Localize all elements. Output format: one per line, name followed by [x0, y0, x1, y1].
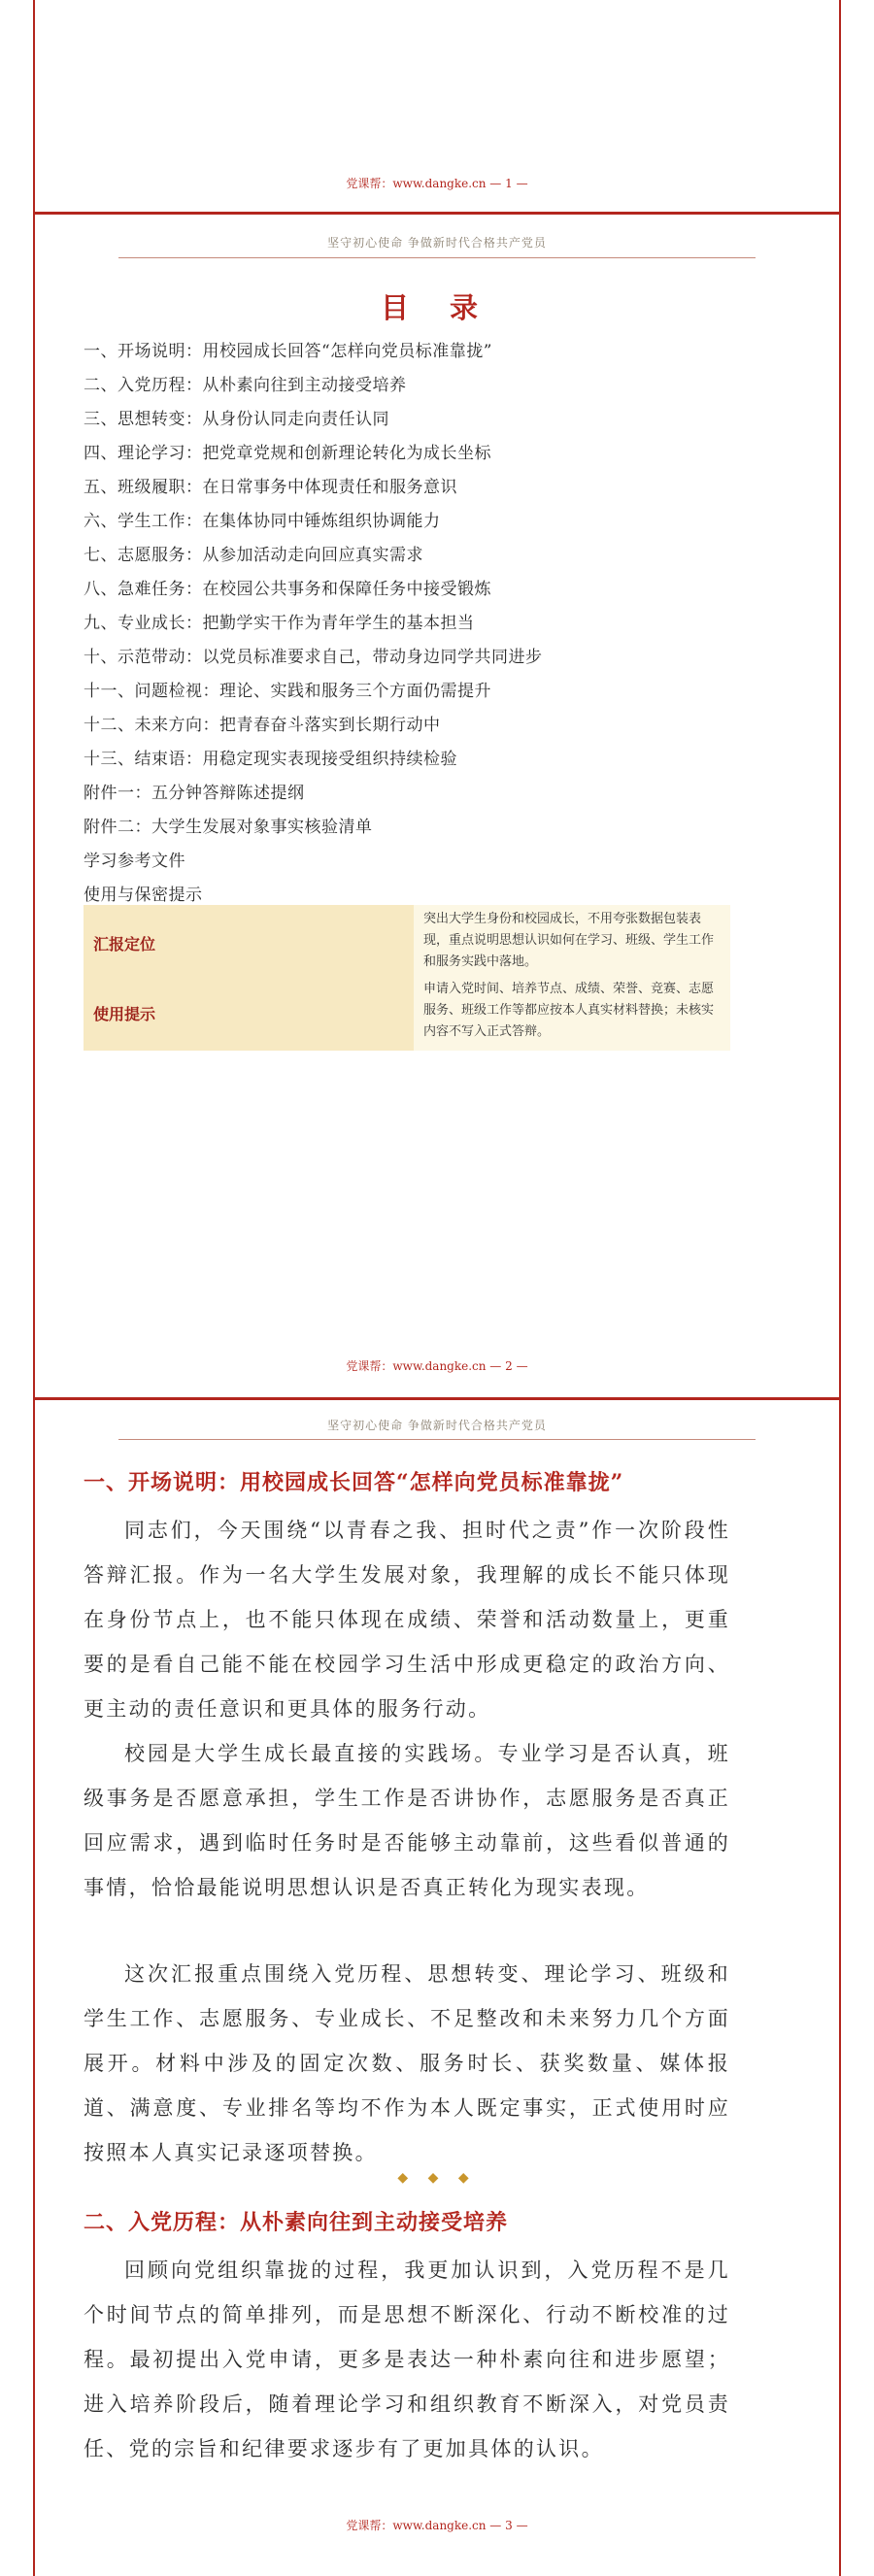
- page-header: 坚守初心使命 争做新时代合格共产党员: [327, 1419, 547, 1432]
- info-text-usage: 申请入党时间、培养节点、成绩、荣誉、竞赛、志愿服务、班级工作等都应按本人真实材料替换；未核实内容不写入正式答辩。: [423, 982, 715, 1039]
- toc-item[interactable]: 八、急难任务：在校园公共事务和保障任务中接受锻炼: [84, 580, 491, 599]
- info-label-usage: 使用提示: [93, 1005, 156, 1023]
- page-1: [33, 0, 841, 214]
- header-rule: [118, 257, 756, 258]
- section-title: 一、开场说明：用校园成长回答“怎样向党员标准靠拢”: [84, 1470, 624, 1495]
- toc-item[interactable]: 十三、结束语：用稳定现实表现接受组织持续检验: [84, 750, 457, 769]
- paragraph: 同志们，今天围绕“以青春之我、担时代之责”作一次阶段性答辩汇报。作为一名大学生发展对象，我理解的成长不能只体现在身份节点上，也不能只体现在成绩、荣誉和活动数量上，更重要的是看自己能不能在校园学习生活中形成更稳定的政治方向、更主动的责任意识和更具体的服务行动。: [84, 1519, 730, 1721]
- toc-item[interactable]: 十二、未来方向：把青春奋斗落实到长期行动中: [84, 716, 441, 735]
- toc-item[interactable]: 五、班级履职：在日常事务中体现责任和服务意识: [84, 478, 457, 497]
- toc-item[interactable]: 六、学生工作：在集体协同中锤炼组织协调能力: [84, 512, 441, 531]
- toc-item[interactable]: 使用与保密提示: [84, 886, 203, 905]
- info-text-positioning: 突出大学生身份和校园成长，不用夸张数据包装表现，重点说明思想认识如何在学习、班级、学生工作和服务实践中落地。: [423, 912, 715, 969]
- toc-item[interactable]: 一、开场说明：用校园成长回答“怎样向党员标准靠拢”: [84, 342, 492, 361]
- toc-item[interactable]: 四、理论学习：把党章党规和创新理论转化为成长坐标: [84, 444, 491, 463]
- page-footer: 党课帮：www.dangke.cn — 2 —: [346, 1359, 528, 1373]
- paragraph: 这次汇报重点围绕入党历程、思想转变、理论学习、班级和学生工作、志愿服务、专业成长、不足整改和未来努力几个方面展开。材料中涉及的固定次数、服务时长、获奖数量、媒体报道、满意度、专业排名等均不作为本人既定事实，正式使用时应按照本人真实记录逐项替换。: [84, 1962, 730, 2164]
- toc-item[interactable]: 十一、问题检视：理论、实践和服务三个方面仍需提升: [84, 682, 491, 701]
- toc-item[interactable]: 九、专业成长：把勤学实干作为青年学生的基本担当: [84, 614, 475, 633]
- page-footer: 党课帮：www.dangke.cn — 1 —: [346, 177, 528, 190]
- table-of-contents: [84, 335, 543, 913]
- section-title: 二、入党历程：从朴素向往到主动接受培养: [84, 2210, 509, 2235]
- toc-item[interactable]: 学习参考文件: [84, 852, 185, 871]
- info-box: [84, 905, 730, 1051]
- page-footer: 党课帮：www.dangke.cn — 3 —: [346, 2519, 528, 2532]
- section-divider: ◆ ◆ ◆: [397, 2170, 477, 2186]
- info-labels: [84, 905, 414, 1051]
- info-texts: [414, 905, 730, 1051]
- header-rule: [118, 1439, 756, 1440]
- toc-item[interactable]: 七、志愿服务：从参加活动走向回应真实需求: [84, 546, 423, 565]
- toc-item[interactable]: 附件一：五分钟答辩陈述提纲: [84, 784, 305, 803]
- paragraph: 校园是大学生成长最直接的实践场。专业学习是否认真，班级事务是否愿意承担，学生工作是否讲协作，志愿服务是否真正回应需求，遇到临时任务时是否能够主动靠前，这些看似普通的事情，恰恰最能说明思想认识是否真正转化为现实表现。: [84, 1742, 730, 1899]
- paragraph: 回顾向党组织靠拢的过程，我更加认识到，入党历程不是几个时间节点的简单排列，而是思想不断深化、行动不断校准的过程。最初提出入党申请，更多是表达一种朴素向往和进步愿望；进入培养阶段后，随着理论学习和组织教育不断深入，对党员责任、党的宗旨和纪律要求逐步有了更加具体的认识。: [84, 2258, 730, 2460]
- toc-item[interactable]: 三、思想转变：从身份认同走向责任认同: [84, 410, 389, 429]
- page-header: 坚守初心使命 争做新时代合格共产党员: [327, 236, 547, 250]
- info-label-positioning: 汇报定位: [93, 935, 156, 953]
- toc-item[interactable]: 十、示范带动：以党员标准要求自己，带动身边同学共同进步: [84, 648, 543, 667]
- toc-title: 目 录: [380, 291, 494, 324]
- toc-item[interactable]: 附件二：大学生发展对象事实核验清单: [84, 818, 373, 837]
- toc-item[interactable]: 二、入党历程：从朴素向往到主动接受培养: [84, 376, 407, 395]
